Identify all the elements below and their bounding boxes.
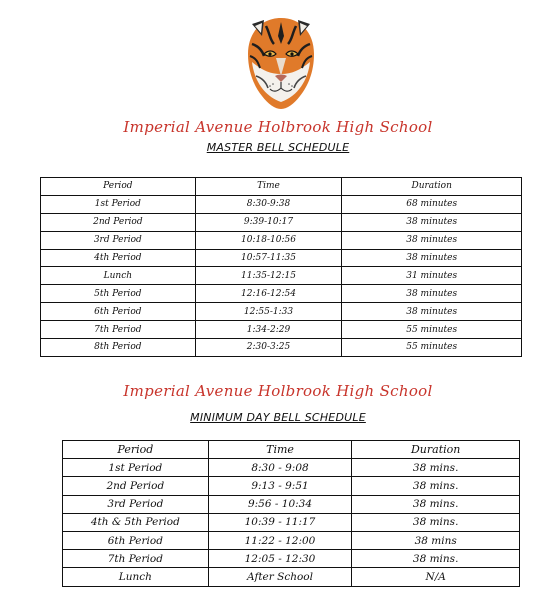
period-cell: Lunch (63, 568, 209, 586)
period-cell: 3rd Period (63, 495, 209, 513)
table-row (41, 231, 522, 249)
time-cell: 12:55-1:33 (195, 303, 342, 321)
time-cell: 8:30 - 9:08 (208, 459, 352, 477)
time-cell: 9:39-10:17 (195, 213, 342, 231)
period-cell: 2nd Period (41, 213, 196, 231)
table-row (41, 267, 522, 285)
duration-cell: 55 minutes (342, 321, 522, 339)
time-cell: 1:34-2:29 (195, 321, 342, 339)
period-cell: 1st Period (41, 195, 196, 213)
period-cell: 4th & 5th Period (63, 513, 209, 531)
minimum-schedule-title: MINIMUM DAY BELL SCHEDULE (190, 411, 366, 424)
time-cell: 11:35-12:15 (195, 267, 342, 285)
duration-cell: 31 minutes (342, 267, 522, 285)
column-header-period: Period (63, 441, 209, 459)
time-cell: 10:57-11:35 (195, 249, 342, 267)
period-cell: 7th Period (63, 550, 209, 568)
tiger-head-icon (240, 14, 322, 112)
time-cell: 12:05 - 12:30 (208, 550, 352, 568)
period-cell: 6th Period (41, 303, 196, 321)
period-cell: 3rd Period (41, 231, 196, 249)
duration-cell: 38 minutes (342, 303, 522, 321)
duration-cell: 38 minutes (342, 231, 522, 249)
table-row (41, 303, 522, 321)
time-cell: 2:30-3:25 (195, 339, 342, 357)
table-row (63, 531, 520, 549)
table-row (41, 339, 522, 357)
period-cell: 4th Period (41, 249, 196, 267)
duration-cell: 38 mins. (352, 459, 520, 477)
period-cell: 8th Period (41, 339, 196, 357)
time-cell: 10:18-10:56 (195, 231, 342, 249)
column-header-time: Time (195, 178, 342, 196)
period-cell: 2nd Period (63, 477, 209, 495)
time-cell: 9:56 - 10:34 (208, 495, 352, 513)
school-name-heading: Imperial Avenue Holbrook High School (123, 118, 433, 136)
time-cell: 9:13 - 9:51 (208, 477, 352, 495)
table-row (63, 568, 520, 586)
period-cell: Lunch (41, 267, 196, 285)
column-header-duration: Duration (342, 178, 522, 196)
duration-cell: 38 minutes (342, 213, 522, 231)
table-row (63, 550, 520, 568)
period-cell: 1st Period (63, 459, 209, 477)
column-header-duration: Duration (352, 441, 520, 459)
table-row (41, 213, 522, 231)
time-cell: 11:22 - 12:00 (208, 531, 352, 549)
duration-cell: 68 minutes (342, 195, 522, 213)
time-cell: 10:39 - 11:17 (208, 513, 352, 531)
column-header-period: Period (41, 178, 196, 196)
table-row (63, 513, 520, 531)
duration-cell: 38 mins (352, 531, 520, 549)
period-cell: 5th Period (41, 285, 196, 303)
duration-cell: 55 minutes (342, 339, 522, 357)
time-cell: 8:30-9:38 (195, 195, 342, 213)
period-cell: 6th Period (63, 531, 209, 549)
minimum-day-schedule-table (62, 440, 520, 587)
duration-cell: 38 minutes (342, 285, 522, 303)
table-row (63, 495, 520, 513)
period-cell: 7th Period (41, 321, 196, 339)
time-cell: After School (208, 568, 352, 586)
table-row (63, 459, 520, 477)
duration-cell: N/A (352, 568, 520, 586)
duration-cell: 38 mins. (352, 477, 520, 495)
table-row (41, 195, 522, 213)
table-row (41, 249, 522, 267)
school-name-heading: Imperial Avenue Holbrook High School (123, 382, 433, 400)
time-cell: 12:16-12:54 (195, 285, 342, 303)
duration-cell: 38 mins. (352, 495, 520, 513)
table-row (41, 321, 522, 339)
duration-cell: 38 mins. (352, 513, 520, 531)
duration-cell: 38 minutes (342, 249, 522, 267)
master-schedule-table (40, 177, 522, 357)
table-header-row (41, 178, 522, 196)
table-row (63, 477, 520, 495)
master-schedule-title: MASTER BELL SCHEDULE (206, 141, 350, 154)
duration-cell: 38 mins. (352, 550, 520, 568)
table-header-row (63, 441, 520, 459)
table-row (41, 285, 522, 303)
column-header-time: Time (208, 441, 352, 459)
